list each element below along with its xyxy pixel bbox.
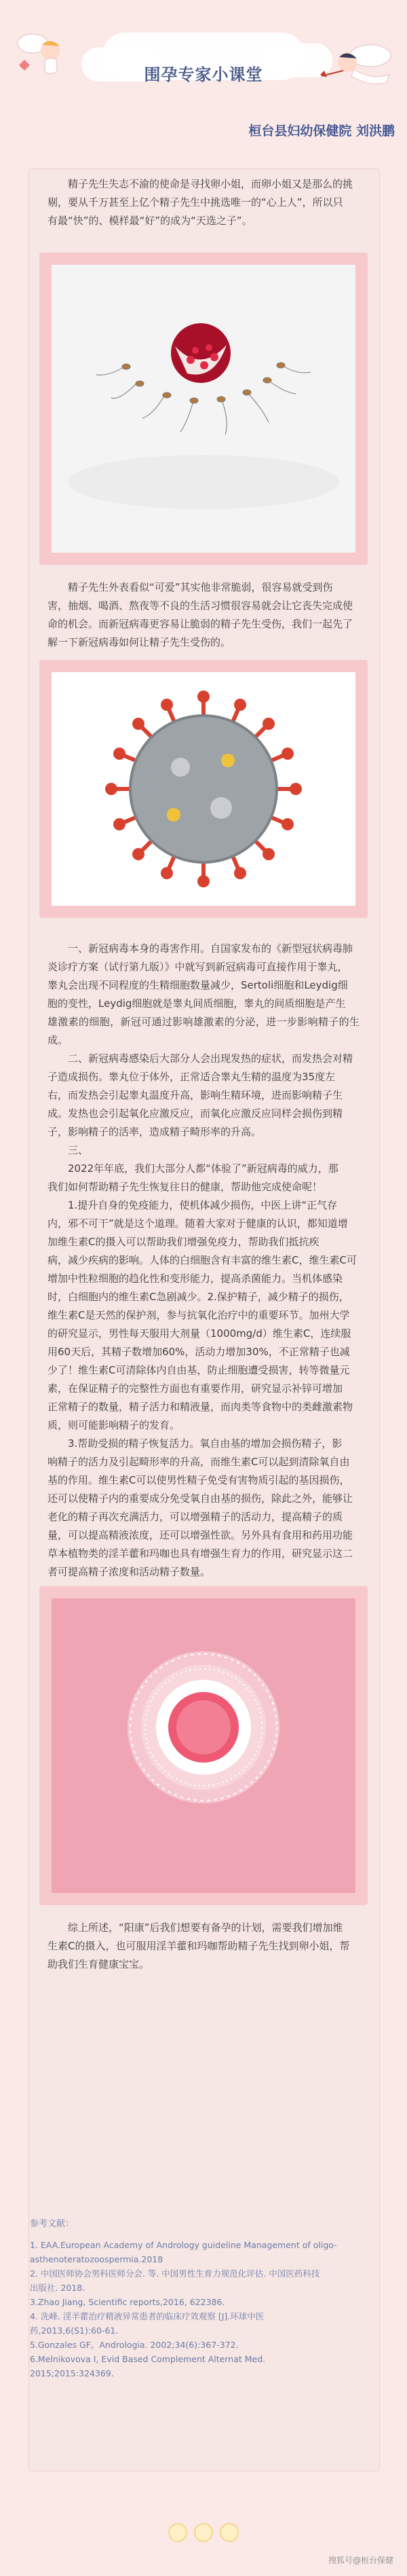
intro-paragraph xyxy=(47,175,360,230)
virus-image xyxy=(52,672,355,906)
body-line: 老化的精子再次充满活力，可以增强精子的活动力，提高精子的质 xyxy=(47,1511,343,1523)
body-line: 右，而发热会引起睾丸温度升高，影响生精环境，进而影响精子生 xyxy=(47,1089,343,1101)
references-heading: 参考文献： xyxy=(30,2219,75,2229)
body-line: 少了！维生素C可清除体内自由基，防止细胞遭受损害，转等微量元 xyxy=(47,1364,350,1376)
cell-illustration xyxy=(52,1598,355,1893)
body-line: 炎诊疗方案（试行第九版）》中就写到新冠病毒可直接作用于睾丸， xyxy=(47,961,348,973)
conclusion-paragraph xyxy=(47,1919,360,1974)
para2-line: 解一下新冠病毒如何让精子先生受伤的。 xyxy=(47,636,231,648)
intro-line: 有最“快”的、模样最“好”的成为“天选之子”。 xyxy=(47,215,252,227)
reference-item: 出版社. 2018. xyxy=(30,2283,85,2293)
reference-item: 4. 洗峰. 淫羊藿治疗精液异常患者的临床疗效观察 [J].环球中医 xyxy=(30,2311,265,2321)
body-line: 还可以使精子内的重要成分免受氧自由基的损伤，除此之外，能够让 xyxy=(47,1492,353,1505)
body-line: 质，则可能影响精子的发育。 xyxy=(47,1419,180,1431)
body-line: 草本植物类的淫羊藿和玛咖也具有增强生育力的作用，研究显示这二 xyxy=(47,1547,353,1560)
virus-illustration xyxy=(52,672,355,906)
main-body xyxy=(47,940,360,1581)
body-line: 加维生素C的摄入可以帮助我们增强免疫力，帮助我们抵抗疾 xyxy=(47,1236,319,1248)
body-line: 基的作用。维生素C可以使男性精子免受有害物质引起的基因损伤， xyxy=(47,1474,350,1486)
body-line: 病，减少疾病的影响。人体的白细胞含有丰富的维生素C，维生素C可 xyxy=(47,1254,357,1266)
paragraph-2 xyxy=(47,578,360,652)
body-line: 子，影响精子的活率，造成精子畸形率的升高。 xyxy=(47,1126,262,1138)
body-line: 1.提升自身的免疫能力，使机体减少损伤，中医上讲“正气存 xyxy=(68,1199,338,1211)
body-line: 子造成损伤。睾丸位于体外，正常适合睾丸生精的温度为35度左 xyxy=(47,1071,336,1083)
body-line: 3.帮助受损的精子恢复活力。氧自由基的增加会损伤精子，影 xyxy=(68,1437,343,1450)
body-line: 一、新冠病毒本身的毒害作用。自国家发布的《新型冠状病毒肺 xyxy=(68,942,353,955)
sperm-egg-illustration xyxy=(52,265,355,553)
sperm-egg-image xyxy=(52,265,355,553)
references xyxy=(30,2217,355,2380)
reference-item: 6.Melnikovova I, Evid Based Complement Alternat Med. xyxy=(30,2354,266,2364)
body-line: 正常精子的数量，精子活力和精液量，而肉类等食物中的类雌激素物 xyxy=(47,1401,353,1413)
body-line: 增加中性粒细胞的趋化性和变形能力，提高杀菌能力。当机体感染 xyxy=(47,1272,343,1285)
body-line: 二、新冠病毒感染后大部分人会出现发热的症状，而发热会对精 xyxy=(68,1052,353,1065)
watermark: 搜狐号@桓台保健 xyxy=(328,2556,393,2565)
intro-line: 精子先生失志不渝的使命是寻找卵小姐，而卵小姐又是那么的挑 xyxy=(68,178,353,190)
conclusion-line: 生素C的摄入，也可服用淫羊藿和玛咖帮助精子先生找到卵小姐，帮 xyxy=(47,1940,350,1952)
body-line: 响精子的活力及引起畸形率的升高，而维生素C可以起到清除氧自由 xyxy=(47,1456,350,1468)
body-line: 者可提高精子浓度和活动精子数量。 xyxy=(47,1566,211,1578)
image-frame-1 xyxy=(39,253,368,565)
reference-item: 药,2013,6(S1):60-61. xyxy=(30,2325,119,2336)
reference-item: 1. EAA.European Academy of Andrology guideline Management of oligo- xyxy=(30,2240,337,2250)
author-subtitle: 桓台县妇幼保健院 刘洪鹏 xyxy=(248,124,395,139)
footer-dot-icon xyxy=(168,2523,187,2542)
body-line: 维生素C是天然的保护剂，参与抗氧化治疗中的重要环节。加州大学 xyxy=(47,1309,350,1321)
body-line: 三、 xyxy=(68,1144,89,1156)
footer-dot-icon xyxy=(194,2523,213,2542)
reference-item: 2. 中国医师协会男科医师分会. 等. 中国男性生育力规范化评估. 中国医药科技 xyxy=(30,2268,320,2279)
body-line: 用60天后，其精子数增加60%，活动力增加30%，不正常精子也减 xyxy=(47,1346,350,1358)
page-title: 围孕专家小课堂 xyxy=(144,65,263,84)
cell-image xyxy=(52,1598,355,1893)
body-line: 睾丸会出现不同程度的生精细胞数量减少，Sertoli细胞和Leydig细 xyxy=(47,979,348,991)
reference-item: 5.Gonzales GF。Andrologia. 2002;34(6):367-372. xyxy=(30,2340,239,2350)
body-line: 2022年年底，我们大部分人都“体验了”新冠病毒的威力，那 xyxy=(68,1162,338,1175)
para2-line: 害，抽烟、喝酒、熬夜等不良的生活习惯很容易就会让它丧失完成使 xyxy=(47,600,353,612)
body-line: 时，白细胞内的维生素C急剧减少。2.保护精子，减少精子的损伤， xyxy=(47,1291,349,1303)
intro-line: 剔，要从千万甚至上亿个精子先生中挑选唯一的“心上人”，所以只 xyxy=(47,196,343,208)
body-line: 我们如何帮助精子先生恢复往日的健康，帮助他完成使命呢！ xyxy=(47,1181,323,1193)
footer-dot-icon xyxy=(220,2523,239,2542)
body-line: 素，在保证精子的完整性方面也有重要作用，研究显示补锌可增加 xyxy=(47,1382,343,1395)
para2-line: 精子先生外表看似“可爱”其实他非常脆弱，很容易就受到伤 xyxy=(68,581,333,593)
conclusion-line: 综上所述，“阳康”后我们想要有备孕的计划，需要我们增加维 xyxy=(68,1921,343,1934)
body-line: 的研究显示，男性每天服用大剂量（1000mg/d）维生素C，连续服 xyxy=(47,1327,351,1340)
para2-line: 命的机会。而新冠病毒更容易让脆弱的精子先生受伤，我们一起先了 xyxy=(47,618,353,630)
body-line: 内，邪不可干”就是这个道理。随着大家对于健康的认识，都知道增 xyxy=(47,1217,348,1230)
body-line: 成。发热也会引起氧化应激反应，而氧化应激反应同样会损伤到精 xyxy=(47,1107,343,1120)
image-frame-2 xyxy=(39,660,368,918)
conclusion-line: 助我们生育健康宝宝。 xyxy=(47,1958,150,1970)
body-line: 胞的变性，Leydig细胞就是睾丸间质细胞，睾丸的间质细胞是产生 xyxy=(47,997,346,1010)
image-frame-3 xyxy=(39,1586,368,1905)
reference-item: 2015;2015:324369. xyxy=(30,2368,114,2378)
reference-item: asthenoteratozoospermia.2018 xyxy=(30,2254,163,2264)
footer-decoration xyxy=(168,2519,243,2546)
page-header xyxy=(0,0,407,149)
reference-item: 3.Zhao Jiang, Scientific reports,2016, 622386. xyxy=(30,2297,225,2307)
body-line: 量，可以提高精液浓度，还可以增强性欲。另外具有食用和药用功能 xyxy=(47,1529,353,1541)
body-line: 雄激素的细胞，新冠可通过影响雄激素的分泌，进一步影响精子的生成。 xyxy=(47,1016,360,1046)
